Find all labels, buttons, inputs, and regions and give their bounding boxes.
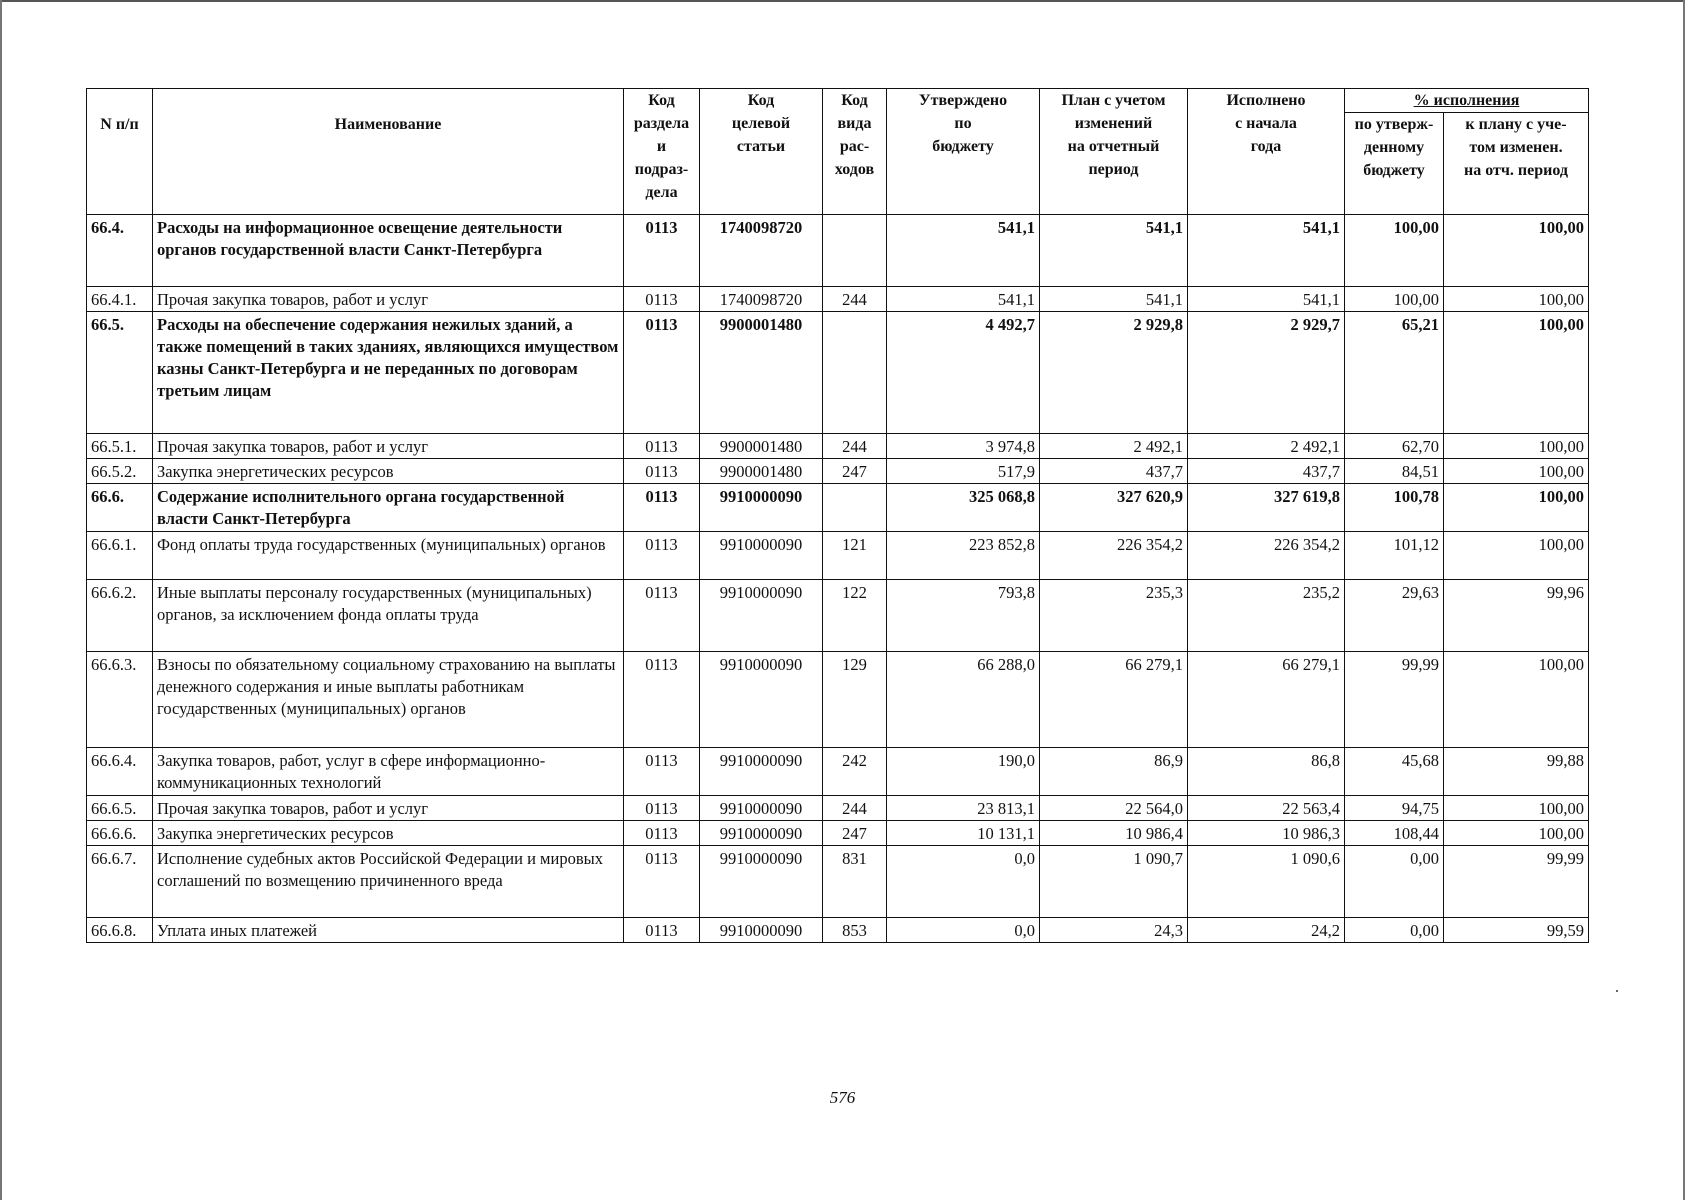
cell-executed: 1 090,6 [1188, 846, 1345, 918]
cell-section-code: 0113 [624, 287, 700, 312]
cell-pct-budget: 65,21 [1345, 312, 1444, 434]
cell-num: 66.6.6. [87, 821, 153, 846]
cell-num: 66.4. [87, 215, 153, 287]
cell-executed: 2 929,7 [1188, 312, 1345, 434]
cell-plan: 10 986,4 [1040, 821, 1188, 846]
cell-target-code: 9910000090 [700, 918, 823, 943]
cell-plan: 22 564,0 [1040, 796, 1188, 821]
cell-target-code: 1740098720 [700, 215, 823, 287]
cell-pct-plan: 100,00 [1444, 532, 1589, 580]
cell-expense-type: 247 [823, 459, 887, 484]
cell-plan: 327 620,9 [1040, 484, 1188, 532]
cell-approved: 10 131,1 [887, 821, 1040, 846]
cell-executed: 541,1 [1188, 215, 1345, 287]
cell-num: 66.6. [87, 484, 153, 532]
cell-target-code: 9910000090 [700, 652, 823, 748]
table-row [87, 652, 1589, 748]
table-row [87, 821, 1589, 846]
cell-expense-type: 853 [823, 918, 887, 943]
budget-execution-table [86, 88, 1589, 943]
cell-name: Взносы по обязательному социальному страхованию на выплаты денежного содержания и иные выплаты работникам государственных (муниципальных) органов [153, 652, 624, 748]
cell-pct-budget: 62,70 [1345, 434, 1444, 459]
cell-approved: 325 068,8 [887, 484, 1040, 532]
cell-pct-plan: 100,00 [1444, 215, 1589, 287]
table-row [87, 580, 1589, 652]
cell-target-code: 9900001480 [700, 459, 823, 484]
cell-section-code: 0113 [624, 652, 700, 748]
cell-section-code: 0113 [624, 434, 700, 459]
cell-num: 66.4.1. [87, 287, 153, 312]
cell-expense-type: 242 [823, 748, 887, 796]
cell-plan: 1 090,7 [1040, 846, 1188, 918]
cell-target-code: 9910000090 [700, 580, 823, 652]
cell-executed: 24,2 [1188, 918, 1345, 943]
scan-left-edge [0, 0, 2, 1200]
cell-pct-budget: 45,68 [1345, 748, 1444, 796]
cell-approved: 66 288,0 [887, 652, 1040, 748]
cell-executed: 437,7 [1188, 459, 1345, 484]
cell-pct-budget: 101,12 [1345, 532, 1444, 580]
cell-expense-type: 121 [823, 532, 887, 580]
cell-pct-plan: 100,00 [1444, 434, 1589, 459]
cell-plan: 541,1 [1040, 215, 1188, 287]
cell-expense-type: 122 [823, 580, 887, 652]
table-row [87, 215, 1589, 287]
cell-section-code: 0113 [624, 459, 700, 484]
cell-name: Иные выплаты персоналу государственных (муниципальных) органов, за исключением фонда оплаты труда [153, 580, 624, 652]
cell-plan: 2 929,8 [1040, 312, 1188, 434]
cell-num: 66.6.7. [87, 846, 153, 918]
cell-approved: 3 974,8 [887, 434, 1040, 459]
table-body [87, 215, 1589, 943]
cell-target-code: 9910000090 [700, 532, 823, 580]
cell-name: Закупка товаров, работ, услуг в сфере информационно-коммуникационных технологий [153, 748, 624, 796]
cell-section-code: 0113 [624, 821, 700, 846]
cell-section-code: 0113 [624, 484, 700, 532]
cell-pct-budget: 0,00 [1345, 918, 1444, 943]
cell-approved: 0,0 [887, 846, 1040, 918]
page-number: 576 [829, 1088, 856, 1107]
cell-approved: 541,1 [887, 287, 1040, 312]
cell-name: Содержание исполнительного органа государственной власти Санкт-Петербурга [153, 484, 624, 532]
cell-executed: 22 563,4 [1188, 796, 1345, 821]
cell-expense-type: 244 [823, 287, 887, 312]
cell-section-code: 0113 [624, 846, 700, 918]
header-section-code: Код раздела и подраз- дела [624, 89, 700, 215]
cell-plan: 86,9 [1040, 748, 1188, 796]
cell-target-code: 9900001480 [700, 312, 823, 434]
header-name: Наименование [153, 89, 624, 215]
cell-section-code: 0113 [624, 215, 700, 287]
cell-plan: 235,3 [1040, 580, 1188, 652]
cell-section-code: 0113 [624, 532, 700, 580]
cell-expense-type [823, 312, 887, 434]
cell-section-code: 0113 [624, 918, 700, 943]
table-row [87, 459, 1589, 484]
header-expense-type-code: Код вида рас- ходов [823, 89, 887, 215]
cell-executed: 10 986,3 [1188, 821, 1345, 846]
scan-speck [1616, 990, 1618, 992]
cell-pct-plan: 99,99 [1444, 846, 1589, 918]
table-header [87, 89, 1589, 215]
cell-num: 66.6.2. [87, 580, 153, 652]
cell-pct-budget: 94,75 [1345, 796, 1444, 821]
cell-executed: 235,2 [1188, 580, 1345, 652]
cell-plan: 541,1 [1040, 287, 1188, 312]
cell-num: 66.6.8. [87, 918, 153, 943]
cell-name: Уплата иных платежей [153, 918, 624, 943]
header-plan: План с учетом изменений на отчетный период [1040, 89, 1188, 215]
header-pct-budget: по утверж- денному бюджету [1345, 113, 1444, 215]
table-row [87, 434, 1589, 459]
cell-pct-budget: 100,00 [1345, 215, 1444, 287]
cell-pct-budget: 84,51 [1345, 459, 1444, 484]
cell-plan: 437,7 [1040, 459, 1188, 484]
table-row [87, 484, 1589, 532]
header-approved: Утверждено по бюджету [887, 89, 1040, 215]
cell-pct-plan: 100,00 [1444, 484, 1589, 532]
cell-plan: 24,3 [1040, 918, 1188, 943]
cell-num: 66.5.1. [87, 434, 153, 459]
cell-pct-budget: 29,63 [1345, 580, 1444, 652]
table-row [87, 846, 1589, 918]
header-percent-group: % исполнения [1345, 89, 1589, 113]
cell-plan: 66 279,1 [1040, 652, 1188, 748]
cell-target-code: 9900001480 [700, 434, 823, 459]
cell-section-code: 0113 [624, 748, 700, 796]
cell-expense-type: 129 [823, 652, 887, 748]
table-row [87, 287, 1589, 312]
cell-name: Прочая закупка товаров, работ и услуг [153, 287, 624, 312]
cell-num: 66.6.4. [87, 748, 153, 796]
scan-top-edge [0, 0, 1685, 2]
cell-executed: 86,8 [1188, 748, 1345, 796]
table-row [87, 918, 1589, 943]
cell-section-code: 0113 [624, 796, 700, 821]
cell-num: 66.6.5. [87, 796, 153, 821]
cell-expense-type: 831 [823, 846, 887, 918]
cell-pct-budget: 100,78 [1345, 484, 1444, 532]
header-pct-plan: к плану с уче- том изменен. на отч. период [1444, 113, 1589, 215]
table-row [87, 312, 1589, 434]
cell-pct-plan: 100,00 [1444, 821, 1589, 846]
cell-expense-type: 247 [823, 821, 887, 846]
cell-name: Прочая закупка товаров, работ и услуг [153, 796, 624, 821]
cell-section-code: 0113 [624, 312, 700, 434]
header-target-code: Код целевой статьи [700, 89, 823, 215]
cell-num: 66.6.3. [87, 652, 153, 748]
cell-approved: 0,0 [887, 918, 1040, 943]
cell-plan: 226 354,2 [1040, 532, 1188, 580]
cell-approved: 4 492,7 [887, 312, 1040, 434]
cell-target-code: 9910000090 [700, 484, 823, 532]
cell-num: 66.5. [87, 312, 153, 434]
cell-expense-type [823, 215, 887, 287]
cell-pct-plan: 99,88 [1444, 748, 1589, 796]
cell-section-code: 0113 [624, 580, 700, 652]
cell-pct-plan: 100,00 [1444, 312, 1589, 434]
cell-name: Расходы на обеспечение содержания нежилых зданий, а также помещений в таких зданиях, являющихся имуществом казны Санкт-Петербурга и не переданных по договорам третьим лицам [153, 312, 624, 434]
cell-approved: 190,0 [887, 748, 1040, 796]
cell-target-code: 1740098720 [700, 287, 823, 312]
cell-pct-plan: 99,59 [1444, 918, 1589, 943]
cell-pct-plan: 100,00 [1444, 287, 1589, 312]
cell-pct-budget: 100,00 [1345, 287, 1444, 312]
cell-approved: 223 852,8 [887, 532, 1040, 580]
cell-approved: 23 813,1 [887, 796, 1040, 821]
cell-approved: 541,1 [887, 215, 1040, 287]
cell-approved: 793,8 [887, 580, 1040, 652]
cell-target-code: 9910000090 [700, 796, 823, 821]
cell-pct-plan: 99,96 [1444, 580, 1589, 652]
table-row [87, 748, 1589, 796]
cell-executed: 2 492,1 [1188, 434, 1345, 459]
cell-num: 66.5.2. [87, 459, 153, 484]
cell-executed: 66 279,1 [1188, 652, 1345, 748]
cell-pct-plan: 100,00 [1444, 652, 1589, 748]
table-row [87, 532, 1589, 580]
cell-pct-budget: 108,44 [1345, 821, 1444, 846]
cell-target-code: 9910000090 [700, 846, 823, 918]
cell-target-code: 9910000090 [700, 821, 823, 846]
header-executed: Исполнено с начала года [1188, 89, 1345, 215]
cell-pct-budget: 0,00 [1345, 846, 1444, 918]
cell-name: Прочая закупка товаров, работ и услуг [153, 434, 624, 459]
cell-expense-type: 244 [823, 796, 887, 821]
cell-name: Закупка энергетических ресурсов [153, 459, 624, 484]
cell-executed: 327 619,8 [1188, 484, 1345, 532]
cell-name: Закупка энергетических ресурсов [153, 821, 624, 846]
cell-expense-type [823, 484, 887, 532]
cell-executed: 541,1 [1188, 287, 1345, 312]
cell-name: Расходы на информационное освещение деятельности органов государственной власти Санкт-Петербурга [153, 215, 624, 287]
cell-approved: 517,9 [887, 459, 1040, 484]
cell-executed: 226 354,2 [1188, 532, 1345, 580]
cell-name: Исполнение судебных актов Российской Федерации и мировых соглашений по возмещению причиненного вреда [153, 846, 624, 918]
cell-pct-plan: 100,00 [1444, 459, 1589, 484]
cell-pct-plan: 100,00 [1444, 796, 1589, 821]
header-num: N п/п [87, 89, 153, 215]
table-row [87, 796, 1589, 821]
cell-pct-budget: 99,99 [1345, 652, 1444, 748]
cell-name: Фонд оплаты труда государственных (муниципальных) органов [153, 532, 624, 580]
cell-target-code: 9910000090 [700, 748, 823, 796]
cell-num: 66.6.1. [87, 532, 153, 580]
cell-plan: 2 492,1 [1040, 434, 1188, 459]
cell-expense-type: 244 [823, 434, 887, 459]
